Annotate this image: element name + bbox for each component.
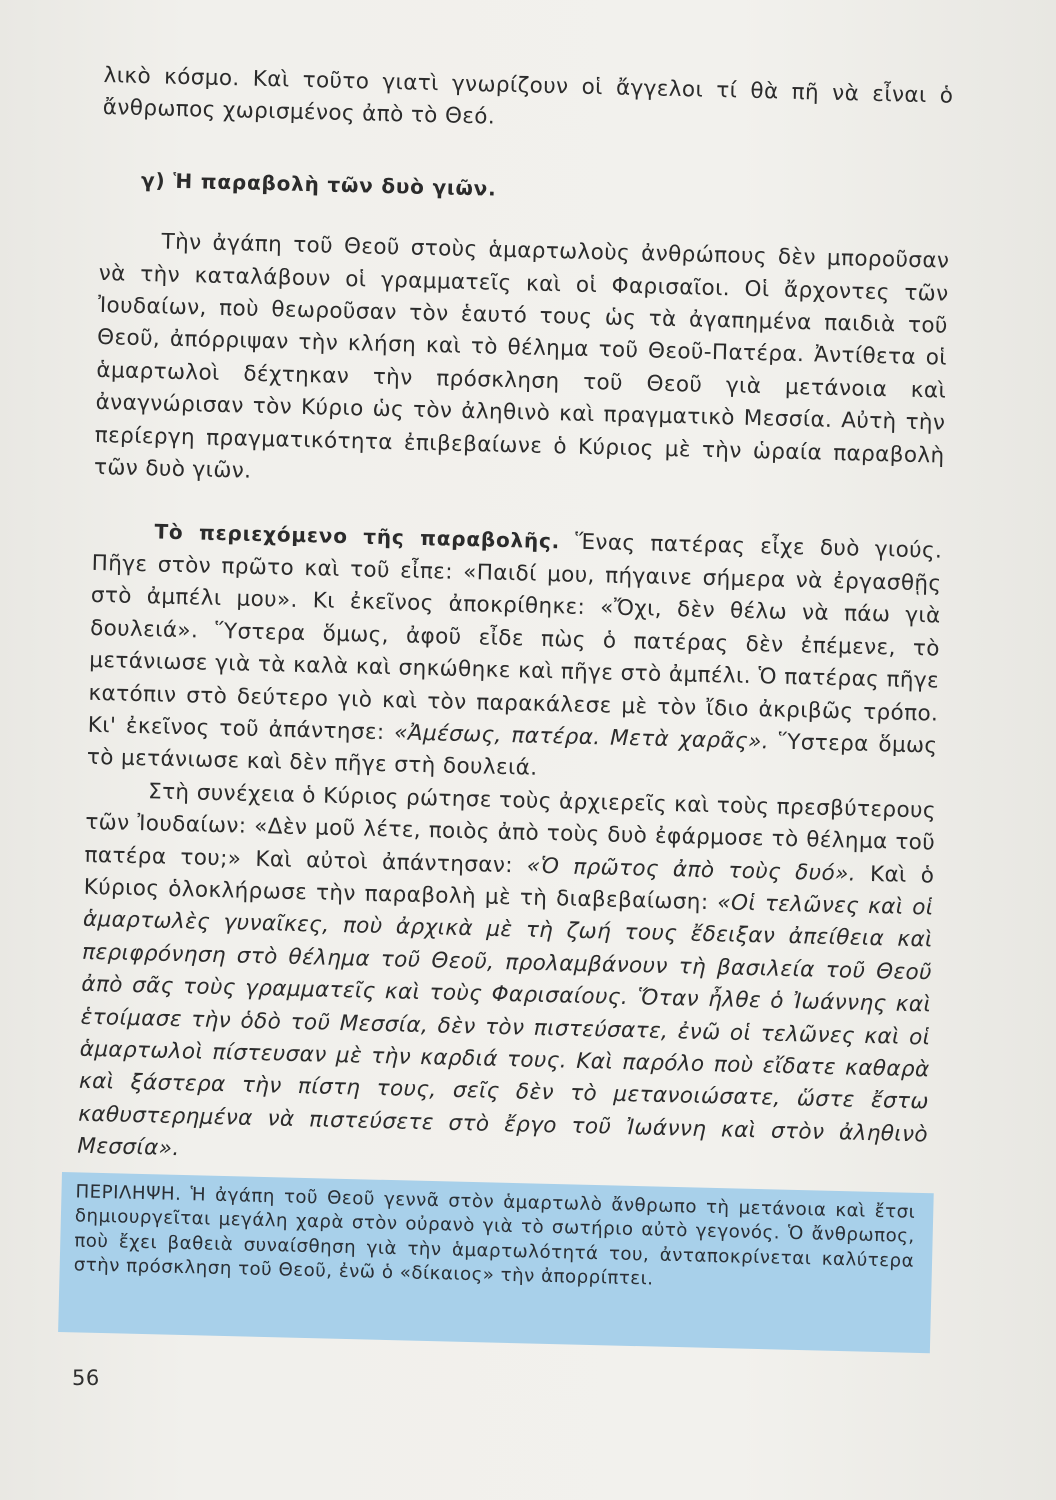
content-subheading: Τὸ περιεχόμενο τῆς παραβολῆς. — [154, 519, 561, 554]
paragraph-2-quote: «Ἀμέσως, πατέρα. Μετὰ χαρᾶς». — [393, 720, 770, 755]
paragraph-2-text-b: Ὕστερα ὅμως τὸ μετάνιωσε καὶ δὲν πῆγε στὴ δουλειά. — [86, 729, 938, 782]
paragraph-3-text-b: Καὶ ὁ Κύριος ὁλοκλήρωσε τὴν παραβολὴ μὲ τὴ διαβεβαίωση: — [83, 861, 935, 916]
paragraph-2-text-a: Ἕνας πατέρας εἶχε δυὸ γιούς. Πῆγε στὸν πρῶτο καὶ τοῦ εἶπε: «Παιδί μου, πήγαινε σήμερα νὰ ἐργασθῇς στὸ ἀμπέλι μου». Κι ἐκεῖνος ἀποκρίθηκε: «Ὄχι, δὲν θέλω νὰ πάω γιὰ δουλειά». Ὕστερα ὅμως, ἀφοῦ εἶδε πὼς ὁ πατέρας δὲν ἐπέμενε, τὸ μετάνιωσε γιὰ τὰ καλὰ καὶ σηκώθηκε καὶ πῆγε στὸ ἀμπέλι. Ὁ πατέρας πῆγε κατόπιν στὸ δεύτερο γιὸ καὶ τὸν παρακάλεσε μὲ τὸν ἴδιο ἀκριβῶς τρόπο. Κι' ἐκεῖνος τοῦ ἀπάντησε: — [87, 529, 943, 746]
paragraph-3-italic: «Οἱ τελῶνες καὶ οἱ ἁμαρτωλὲς γυναῖκες, ποὺ ἀρχικὰ μὲ τὴ ζωή τους ἔδειξαν ἀπείθεια καὶ περιφρόνηση στὸ θέλημα τοῦ Θεοῦ, προλαμβάνουν τὴ βασιλεία τοῦ Θεοῦ ἀπὸ σᾶς τοὺς γραμματεῖς καὶ τοὺς Φαρισαίους. Ὅταν ἦλθε ὁ Ἰωάννης καὶ ἑτοίμασε τὴν ὁδὸ τοῦ Μεσσία, δὲν τὸν πιστεύσατε, ἐνῶ οἱ τελῶνες καὶ οἱ ἁμαρτωλοὶ πίστευσαν μὲ τὴν καρδιά τους. Καὶ παρόλο ποὺ εἴδατε καθαρὰ καὶ ξάστερα τὴν πίστη τους, σεῖς δὲν τὸ μετανοιώσατε, ὥστε ἔστω καθυστερημένα νὰ πιστεύσετε στὸ ἔργο τοῦ Ἰωάννη καὶ στὸν ἀληθινὸ Μεσσία». — [77, 890, 934, 1162]
section-heading: γ) Ἡ παραβολὴ τῶν δυὸ γιῶν. — [140, 167, 497, 201]
paragraph-3-text-a: Στὴ συνέχεια ὁ Κύριος ρώτησε τοὺς ἀρχιερεῖς καὶ τοὺς πρεσβύτερους τῶν Ἰουδαίων: «Δὲν μοῦ λέτε, ποιὸς ἀπὸ τοὺς δυὸ ἐφάρμοσε τὸ θέλημα τοῦ πατέρα του;» Καὶ αὐτοὶ ἀπάντησαν: — [84, 779, 937, 879]
summary-box — [58, 1172, 934, 1353]
paragraph-3-quote: «Ὁ πρῶτος ἀπὸ τοὺς δυό». — [526, 853, 857, 887]
paragraph-3 — [77, 775, 936, 1185]
paragraph-1: Τὴν ἀγάπη τοῦ Θεοῦ στοὺς ἁμαρτωλοὺς ἀνθρώπους δὲν μποροῦσαν νὰ τὴν καταλάβουν οἱ γραμματεῖς καὶ οἱ Φαρισαῖοι. Οἱ ἄρχοντες τῶν Ἰουδαίων, ποὺ θεωροῦσαν τὸν ἑαυτό τους ὡς τὰ ἀγαπημένα παιδιὰ τοῦ Θεοῦ, ἀπόρριψαν τὴν κλήση καὶ τὸ θέλημα τοῦ Θεοῦ-Πατέρα. Ἀντίθετα οἱ ἁμαρτωλοὶ δέχτηκαν τὴν πρόσκληση τοῦ Θεοῦ γιὰ μετάνοια καὶ ἀναγνώρισαν τὸν Κύριο ὡς τὸν ἀληθινὸ καὶ πραγματικὸ Μεσσία. Αὐτὴ τὴν περίεργη πραγματικότητα ἐπιβεβαίωνε ὁ Κύριος μὲ τὴν ὡραία παραβολὴ τῶν δυὸ γιῶν. — [93, 229, 950, 484]
intro-paragraph: λικὸ κόσμο. Καὶ τοῦτο γιατὶ γνωρίζουν οἱ ἄγγελοι τί θὰ πῆ νὰ εἶναι ὁ ἄνθρωπος χωρισμένος ἀπὸ τὸ Θεό. — [102, 62, 954, 130]
page-number: 56 — [72, 1366, 100, 1390]
summary-text: ΠΕΡΙΛΗΨΗ. Ἡ ἀγάπη τοῦ Θεοῦ γεννᾶ στὸν ἁμαρτωλὸ ἄνθρωπο τὴ μετάνοια καὶ ἔτσι δημιουργεῖται μεγάλη χαρὰ στὸν οὐρανὸ γιὰ τὸ σωτήριο αὐτὸ γεγονός. Ὁ ἄνθρωπος, ποὺ ἔχει βαθειὰ συναίσθηση γιὰ τὴν ἁμαρτωλότητά του, ἀνταποκρίνεται καλύτερα στὴν πρόσκληση τοῦ Θεοῦ, ἐνῶ ὁ «δίκαιος» τὴν ἀπορρίπτει. — [73, 1181, 916, 1290]
main-text-column — [77, 60, 954, 1184]
paragraph-2 — [87, 514, 943, 795]
